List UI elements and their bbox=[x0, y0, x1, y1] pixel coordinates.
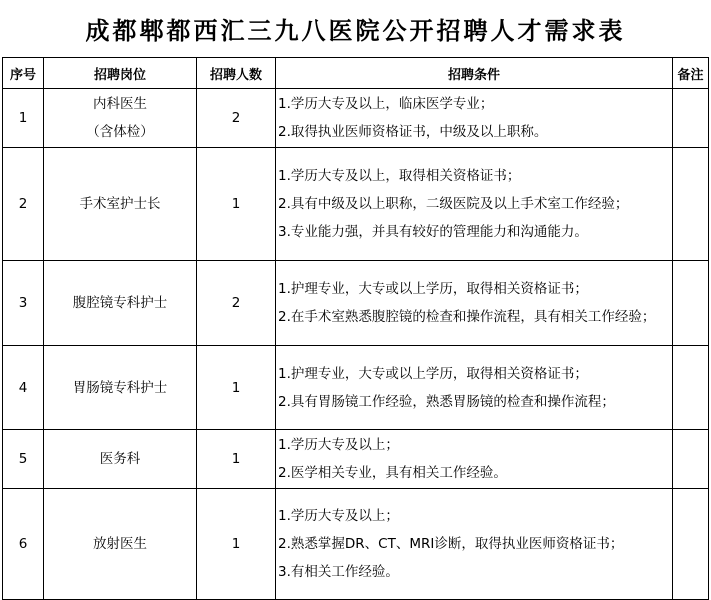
table-row bbox=[3, 148, 709, 261]
row-no: 1 bbox=[3, 89, 44, 148]
table-row bbox=[3, 489, 709, 600]
row-count: 1 bbox=[197, 489, 276, 600]
position-line: 腹腔镜专科护士 bbox=[72, 295, 168, 311]
requirement-line: 2.医学相关专业，具有相关工作经验。 bbox=[278, 465, 507, 481]
requirement-line: 1.护理专业，大专或以上学历，取得相关资格证书； bbox=[278, 281, 588, 297]
row-no: 6 bbox=[3, 489, 44, 600]
row-count: 1 bbox=[197, 346, 276, 430]
table-row bbox=[3, 346, 709, 430]
table-row bbox=[3, 430, 709, 489]
row-requirements bbox=[276, 346, 673, 430]
row-position bbox=[44, 489, 197, 600]
position-line: 内科医生 bbox=[93, 96, 147, 112]
requirement-line: 2.具有胃肠镜工作经验，熟悉胃肠镜的检查和操作流程； bbox=[278, 393, 615, 410]
requirement-line: 3.有相关工作经验。 bbox=[278, 564, 399, 580]
row-position bbox=[44, 148, 197, 261]
row-count: 2 bbox=[197, 261, 276, 346]
row-position bbox=[44, 89, 197, 148]
header-no: 序号 bbox=[3, 58, 44, 89]
header-count: 招聘人数 bbox=[197, 58, 276, 89]
row-remark bbox=[673, 89, 709, 148]
row-remark bbox=[673, 261, 709, 346]
header-requirements: 招聘条件 bbox=[276, 58, 673, 89]
row-remark bbox=[673, 430, 709, 489]
row-no: 4 bbox=[3, 346, 44, 430]
row-requirements bbox=[276, 148, 673, 261]
row-count: 1 bbox=[197, 148, 276, 261]
requirement-line: 1.护理专业，大专或以上学历，取得相关资格证书； bbox=[278, 365, 588, 382]
requirement-line: 1.学历大专及以上，取得相关资格证书； bbox=[278, 168, 521, 184]
row-remark bbox=[673, 489, 709, 600]
requirement-line: 2.具有中级及以上职称，二级医院及以上手术室工作经验； bbox=[278, 196, 629, 212]
row-position bbox=[44, 430, 197, 489]
row-position bbox=[44, 261, 197, 346]
row-requirements bbox=[276, 430, 673, 489]
row-no: 3 bbox=[3, 261, 44, 346]
row-count: 1 bbox=[197, 430, 276, 489]
table-row bbox=[3, 261, 709, 346]
position-line: 胃肠镜专科护士 bbox=[72, 379, 168, 396]
position-line: （含体检） bbox=[86, 124, 154, 140]
position-line: 医务科 bbox=[99, 451, 141, 467]
table-header-row bbox=[3, 58, 709, 89]
recruitment-table bbox=[2, 57, 709, 600]
requirement-line: 1.学历大专及以上； bbox=[278, 508, 399, 524]
row-position bbox=[44, 346, 197, 430]
requirement-line: 2.取得执业医师资格证书，中级及以上职称。 bbox=[278, 124, 548, 140]
position-line: 手术室护士长 bbox=[79, 196, 161, 212]
table-row bbox=[3, 89, 709, 148]
page-title: 成都郫都西汇三九八医院公开招聘人才需求表 bbox=[85, 15, 626, 45]
row-no: 2 bbox=[3, 148, 44, 261]
row-requirements bbox=[276, 261, 673, 346]
requirement-line: 2.在手术室熟悉腹腔镜的检查和操作流程，具有相关工作经验； bbox=[278, 309, 656, 325]
requirement-line: 3.专业能力强，并具有较好的管理能力和沟通能力。 bbox=[278, 224, 588, 240]
requirement-line: 2.熟悉掌握DR、CT、MRI诊断，取得执业医师资格证书； bbox=[278, 536, 624, 552]
row-remark bbox=[673, 346, 709, 430]
row-requirements bbox=[276, 89, 673, 148]
row-count: 2 bbox=[197, 89, 276, 148]
header-position: 招聘岗位 bbox=[44, 58, 197, 89]
requirement-line: 1.学历大专及以上； bbox=[278, 437, 399, 453]
row-remark bbox=[673, 148, 709, 261]
position-line: 放射医生 bbox=[93, 536, 147, 552]
row-requirements bbox=[276, 489, 673, 600]
row-no: 5 bbox=[3, 430, 44, 489]
requirement-line: 1.学历大专及以上，临床医学专业； bbox=[278, 96, 494, 112]
header-remark: 备注 bbox=[673, 58, 709, 89]
